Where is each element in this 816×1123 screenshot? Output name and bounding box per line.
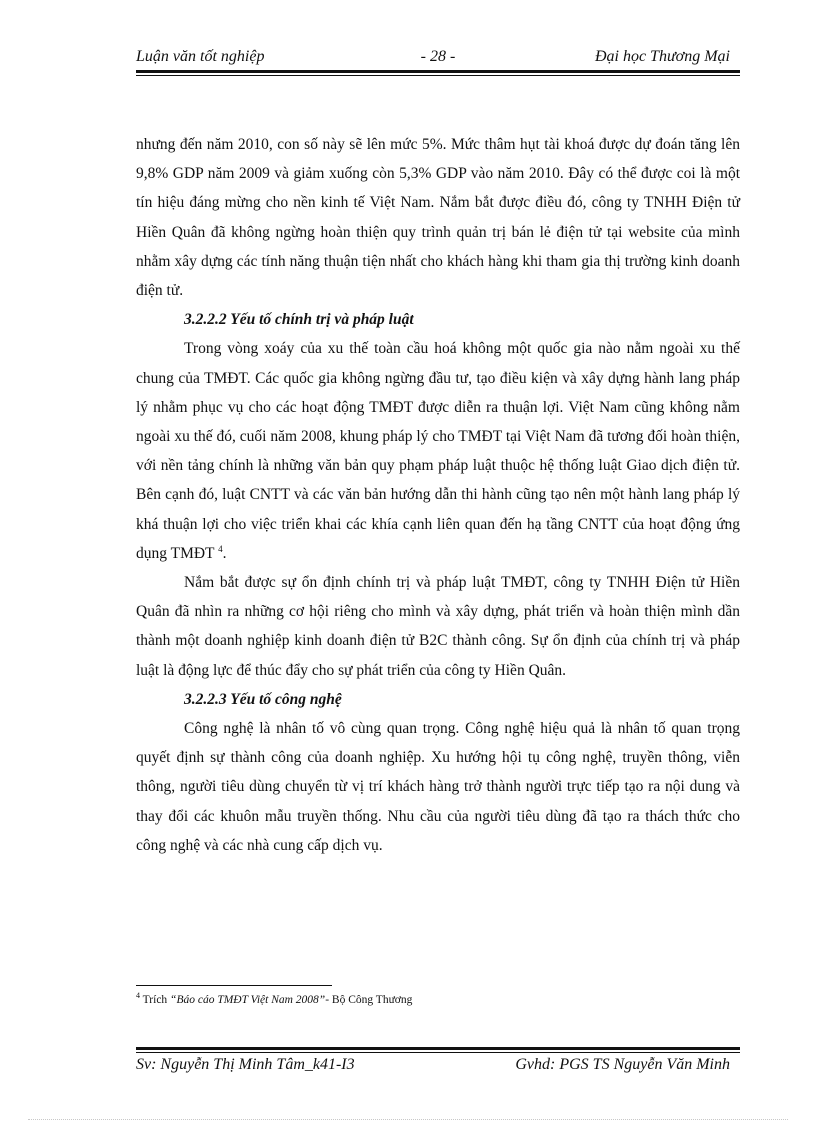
paragraph-economy: nhưng đến năm 2010, con số này sẽ lên mức 5%. Mức thâm hụt tài khoá được dự đoán tăng lên 9,8% GDP năm 2009 và giảm xuống còn 5,3% GDP vào năm 2010. Đây có thể được coi là một tín hiệu đáng mừng cho nền kinh tế Việt Nam. Nắm bắt được điều đó, công ty TNHH Điện tử Hiền Quân đã không ngừng hoàn thiện quy trình quản trị bán lẻ điện tử tại website của mình nhằm xây dựng các tính năng thuận tiện nhất cho khách hàng khi tham gia thị trường kinh doanh điện tử.	[136, 136, 740, 300]
header-thesis-title: Luận văn tốt nghiệp	[136, 48, 265, 65]
paragraph-legal	[136, 334, 740, 568]
paragraph-legal-period: .	[222, 544, 227, 562]
footnote-reference: 4	[218, 543, 223, 554]
page-header	[136, 44, 740, 70]
footnote-number: 4	[136, 991, 140, 1001]
page-bottom-border	[28, 1119, 788, 1120]
footnote-prefix: Trích	[142, 994, 168, 1006]
footnote-source-suffix: - Bộ Công Thương	[325, 994, 413, 1006]
header-university: Đại học Thương Mại	[594, 48, 730, 65]
footer-rule	[136, 1047, 740, 1053]
footnote-separator	[136, 985, 332, 986]
header-rule	[136, 70, 740, 76]
section-heading-technology: 3.2.2.3 Yếu tố công nghệ	[184, 690, 342, 708]
footnote	[136, 991, 413, 1006]
section-heading-political-legal: 3.2.2.2 Yếu tố chính trị và pháp luật	[184, 311, 414, 329]
footer-student: Sv: Nguyễn Thị Minh Tâm_k41-I3	[136, 1056, 355, 1073]
footer-advisor: Gvhd: PGS TS Nguyễn Văn Minh	[515, 1056, 730, 1073]
paragraph-technology: Công nghệ là nhân tố vô cùng quan trọng. Công nghệ hiệu quả là nhân tố quan trọng quyết định sự thành công của doanh nghiệp. Xu hướng hội tụ công nghệ, truyền thông, viễn thông, người tiêu dùng chuyển từ vị trí khách hàng trở thành người trực tiếp tạo ra nội dung và thay đổi các khuôn mẫu truyền thống. Nhu cầu của người tiêu dùng đã tạo ra thách thức cho công nghệ và các nhà cung cấp dịch vụ.	[136, 720, 740, 854]
footnote-source-title: “Báo cáo TMĐT Việt Nam 2008”	[170, 994, 326, 1006]
paragraph-stability: Nắm bắt được sự ổn định chính trị và pháp luật TMĐT, công ty TNHH Điện tử Hiền Quân đã nhìn ra những cơ hội riêng cho mình và xây dựng, phát triển và hoàn thiện mình dần thành một doanh nghiệp kinh doanh điện tử B2C thành công. Sự ổn định của chính trị và pháp luật là động lực để thúc đẩy cho sự phát triển của công ty Hiền Quân.	[136, 574, 740, 679]
page-footer	[136, 1054, 740, 1078]
page-number: - 28 -	[420, 48, 456, 65]
document-body	[136, 130, 740, 860]
paragraph-legal-text: Trong vòng xoáy của xu thế toàn cầu hoá không một quốc gia nào nằm ngoài xu thế chung của TMĐT. Các quốc gia không ngừng đầu tư, tạo điều kiện và xây dựng hành lang pháp lý nhằm phục vụ cho các hoạt động TMĐT được diễn ra thuận lợi. Việt Nam cũng không nằm ngoài xu thế đó, cuối năm 2008, khung pháp lý cho TMĐT tại Việt Nam đã tương đối hoàn thiện, với nền tảng chính là những văn bản quy phạm pháp luật thuộc hệ thống luật Giao dịch điện tử. Bên cạnh đó, luật CNTT và các văn bản hướng dẫn thi hành cũng tạo nên một hành lang pháp lý khá thuận lợi cho việc triển khai các khía cạnh liên quan đến hạ tầng CNTT của hoạt động ứng dụng TMĐT	[136, 340, 740, 562]
